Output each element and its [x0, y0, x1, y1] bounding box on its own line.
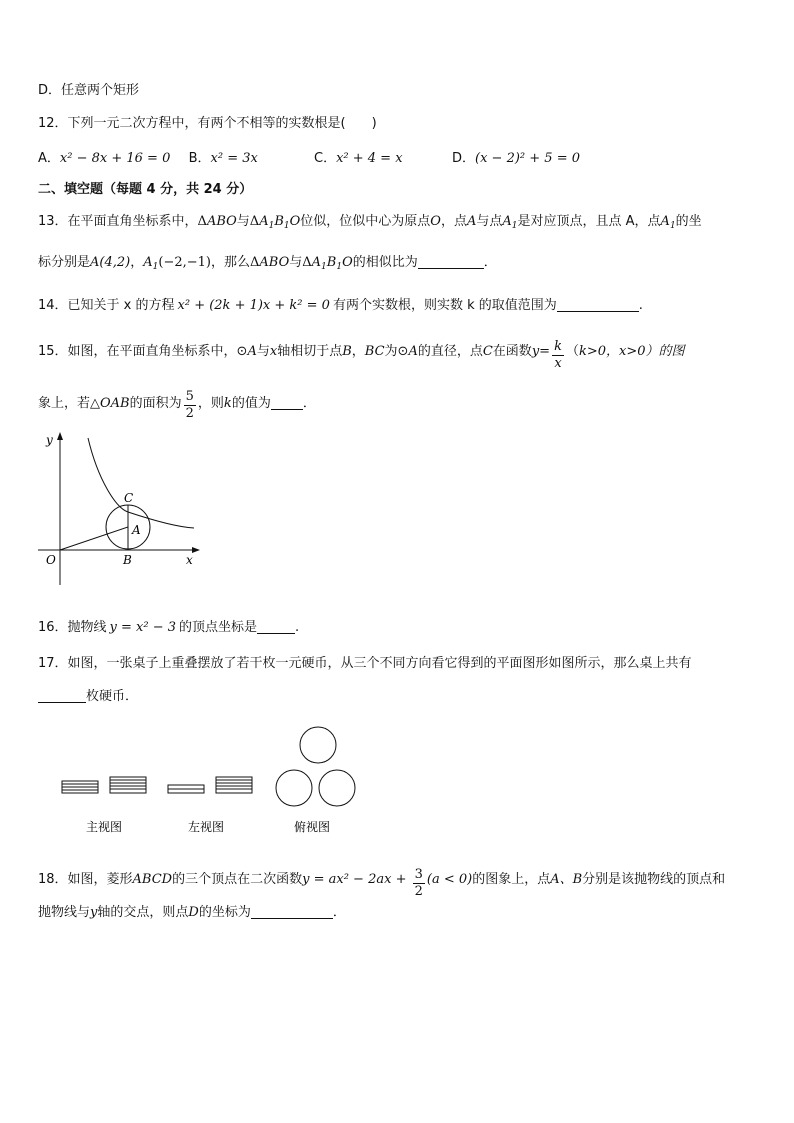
q16-text: 的顶点坐标是: [179, 620, 258, 635]
q18-text: 18．如图，菱形: [38, 872, 133, 887]
q16-text: 16．抛物线: [38, 620, 107, 635]
front-view-label: 主视图: [86, 820, 123, 834]
q12-options-3: [452, 150, 580, 168]
q15-area-fraction: $\frac{5}{2}$: [185, 389, 194, 421]
label-o: O: [46, 553, 56, 567]
q17-text: 枚硬币．: [86, 689, 139, 704]
front-view: [62, 777, 146, 793]
q13-text: 13．在平面直角坐标系中，: [38, 214, 198, 229]
y-axis-arrow-icon: [57, 432, 63, 440]
q17-answer-blank[interactable]: [38, 688, 86, 703]
q13-text: 是对应顶点，且点 A，点: [517, 214, 661, 229]
label-a: A: [132, 523, 141, 537]
q15-text: （: [565, 344, 579, 359]
q13-text: ，那么: [210, 255, 250, 270]
q18-text: A、B: [550, 872, 583, 887]
q12-opt-a-label: A．: [38, 151, 60, 166]
q13-text: ，: [130, 255, 144, 270]
q13-text: ，点: [440, 214, 467, 229]
q13-line2: 标分别是A(4,2)，$A_1(-2,-1)$，那么ΔABO与$\Delta A_1B_1O$的相似比为 ．: [38, 255, 497, 272]
q14-answer-blank[interactable]: [557, 297, 639, 312]
q18-condition: (a < 0): [426, 872, 473, 887]
q13-text: 位似，位似中心为原点: [300, 214, 431, 229]
q16: [38, 619, 299, 637]
label-b: B: [123, 553, 132, 567]
q18-text: D: [188, 905, 199, 920]
section2-title: 二、填空题（每题 4 分，共 24 分）: [38, 182, 253, 197]
q12-options-2: [314, 150, 403, 168]
q13-text: 的相似比为: [352, 255, 418, 270]
q15-line2: [38, 389, 316, 422]
q15-text: 轴相切于点: [277, 344, 343, 359]
q13-text: ．: [483, 255, 497, 270]
q12-opt-d: (x − 2)² + 5 = 0: [475, 151, 580, 166]
q12-opt-b: x² = 3x: [210, 151, 258, 166]
q13-point-a1: (−2,−1): [158, 255, 211, 270]
q18-text: 分别是该抛物线的顶点和: [582, 872, 726, 887]
q13-text: 的坐: [675, 214, 702, 229]
q13-line1: 13．在平面直角坐标系中，ΔABO与$\Delta A_1B_1O$位似，位似中心为原点O，点A与点$A_1$是对应顶点，且点 A，点$A_1$的坐: [38, 214, 702, 231]
q15-text: k: [223, 396, 232, 411]
q13-text: 与点: [476, 214, 503, 229]
q18-line2: [38, 904, 346, 922]
q18-text: ABCD: [132, 872, 173, 887]
q15-figure: [36, 430, 206, 590]
q15-answer-blank[interactable]: [271, 395, 303, 410]
q18-text: 抛物线与: [38, 905, 91, 920]
q13-text: 与: [236, 214, 250, 229]
q12-opt-a: x² − 8x + 16 = 0: [59, 151, 171, 166]
q12-opt-b-label: B．: [188, 151, 211, 166]
q13-text: 与: [289, 255, 303, 270]
q18-text: 的三个顶点在二次函数: [172, 872, 303, 887]
q17-figure: [56, 722, 366, 847]
q11-option-d: D．任意两个矩形: [38, 83, 140, 98]
q15-text: 15．如图，在平面直角坐标系中，⊙: [38, 344, 248, 359]
q15-text: ．: [302, 396, 316, 411]
q14: [38, 297, 643, 315]
q18-text: 轴的交点，则点: [97, 905, 189, 920]
q16-equation: y = x² − 3: [109, 620, 177, 635]
q16-answer-blank[interactable]: [257, 619, 295, 634]
label-c: C: [124, 491, 134, 505]
top-view-label: 俯视图: [294, 820, 331, 834]
q17-line1: 17．如图，一张桌子上重叠摆放了若干枚一元硬币，从三个不同方向看它得到的平面图形如图所示，那么桌上共有: [38, 656, 692, 671]
q14-equation: x² + (2k + 1)x + k² = 0: [177, 298, 330, 313]
q13-text: 标分别是: [38, 255, 91, 270]
q13-answer-blank[interactable]: [418, 254, 484, 269]
q14-text: 14．已知关于 x 的方程: [38, 298, 175, 313]
q15-text: OAB: [100, 396, 130, 411]
q15-line1: 15．如图，在平面直角坐标系中，⊙A与x轴相切于点B，BC为⊙A的直径，点C在函数y= $\frac{k}{x}$ （k>0，x>0）的图: [38, 339, 685, 371]
q15-text: 的直径，点: [417, 344, 483, 359]
hyperbola-curve: [88, 438, 194, 528]
q13-point-a: A(4,2): [90, 255, 131, 270]
q12-opt-d-label: D．: [452, 151, 476, 166]
label-x: x: [186, 553, 193, 567]
q15-function-fraction: $\frac{k}{x}$: [554, 339, 562, 371]
label-y: y: [46, 433, 53, 447]
q15-text: ，则: [197, 396, 224, 411]
q14-text: 有两个实数根，则实数 k 的取值范围为: [332, 298, 557, 313]
q18-equation: y = ax² − 2ax +: [302, 872, 411, 887]
q18-text: ．: [332, 905, 346, 920]
q18-answer-blank[interactable]: [251, 904, 333, 919]
left-view-label: 左视图: [188, 820, 225, 834]
q14-text: .: [638, 298, 643, 313]
q12-stem: 12．下列一元二次方程中，有两个不相等的实数根是( ): [38, 116, 377, 131]
x-axis-arrow-icon: [192, 547, 200, 553]
q15-text: 象上，若△: [38, 396, 100, 411]
q12-opt-c: x² + 4 = x: [336, 151, 403, 166]
q15-text: 为⊙: [384, 344, 409, 359]
q18-line1: [38, 867, 725, 900]
q15-text: 与: [256, 344, 270, 359]
q16-text: .: [295, 620, 300, 635]
left-view: [168, 777, 252, 793]
q18-text: 的图象上，点: [472, 872, 551, 887]
top-view: [276, 727, 355, 806]
q12-options: [38, 150, 258, 168]
q15-text: ，: [351, 344, 365, 359]
q15-text: 的面积为: [129, 396, 182, 411]
q15-text: 在函数: [492, 344, 532, 359]
q15-text: k>0，x>0）的图: [578, 344, 685, 359]
q15-text: 的值为: [231, 396, 271, 411]
q18-text: y: [90, 905, 98, 920]
q12-opt-c-label: C．: [314, 151, 337, 166]
q18-text: 的坐标为: [198, 905, 251, 920]
q18-fraction: $\frac{3}{2}$: [414, 867, 423, 899]
q17-line2: [38, 688, 138, 706]
